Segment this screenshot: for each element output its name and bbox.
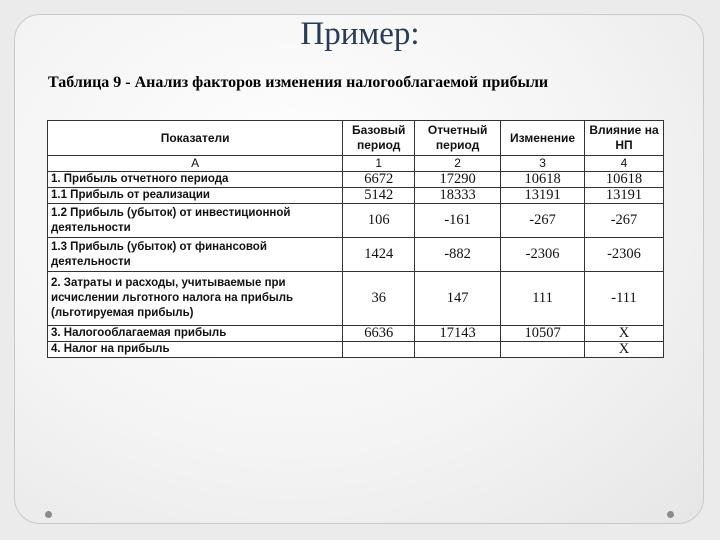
index-cell: 4 bbox=[585, 156, 664, 172]
cell-report: 17290 bbox=[415, 172, 501, 188]
row-label: 4. Налог на прибыль bbox=[48, 342, 343, 358]
index-cell: А bbox=[48, 156, 343, 172]
cell-report: -882 bbox=[415, 238, 501, 272]
table-row bbox=[48, 204, 664, 238]
row-label: 2. Затраты и расходы, учитываемые при исчислении льготного налога на прибыль (льготируемая прибыль) bbox=[48, 272, 343, 326]
index-cell: 3 bbox=[501, 156, 585, 172]
cell-base: 1424 bbox=[343, 238, 415, 272]
row-label: 1.1 Прибыль от реализации bbox=[48, 188, 343, 204]
cell-change: 111 bbox=[501, 272, 585, 326]
factors-table bbox=[47, 120, 664, 358]
cell-change: 10507 bbox=[501, 326, 585, 342]
cell-impact: -111 bbox=[585, 272, 664, 326]
row-label: 1.2 Прибыль (убыток) от инвестиционной деятельности bbox=[48, 204, 343, 238]
cell-base: 106 bbox=[343, 204, 415, 238]
table-row bbox=[48, 272, 664, 326]
table-row bbox=[48, 172, 664, 188]
table-row bbox=[48, 238, 664, 272]
cell-impact: Х bbox=[585, 342, 664, 358]
table-index-row bbox=[48, 156, 664, 172]
cell-impact: -267 bbox=[585, 204, 664, 238]
cell-base: 36 bbox=[343, 272, 415, 326]
cell-base bbox=[343, 342, 415, 358]
cell-impact: Х bbox=[585, 326, 664, 342]
slide-title: Пример: bbox=[300, 16, 420, 52]
cell-base: 6672 bbox=[343, 172, 415, 188]
table-caption: Таблица 9 - Анализ факторов изменения налогооблагаемой прибыли bbox=[48, 74, 549, 91]
corner-dot-right bbox=[667, 511, 674, 518]
cell-impact: -2306 bbox=[585, 238, 664, 272]
header-indicators: Показатели bbox=[48, 121, 343, 156]
cell-impact: 10618 bbox=[585, 172, 664, 188]
index-cell: 2 bbox=[415, 156, 501, 172]
corner-dot-left bbox=[45, 511, 52, 518]
cell-report bbox=[415, 342, 501, 358]
header-impact: Влияние на НП bbox=[585, 121, 664, 156]
cell-report: -161 bbox=[415, 204, 501, 238]
cell-change: 13191 bbox=[501, 188, 585, 204]
table-header-row bbox=[48, 121, 664, 156]
cell-base: 5142 bbox=[343, 188, 415, 204]
header-base-period: Базовый период bbox=[343, 121, 415, 156]
row-label: 3. Налогооблагаемая прибыль bbox=[48, 326, 343, 342]
table-row bbox=[48, 326, 664, 342]
header-report-period: Отчетный период bbox=[415, 121, 501, 156]
cell-impact: 13191 bbox=[585, 188, 664, 204]
cell-report: 17143 bbox=[415, 326, 501, 342]
table-row bbox=[48, 342, 664, 358]
index-cell: 1 bbox=[343, 156, 415, 172]
cell-change: 10618 bbox=[501, 172, 585, 188]
row-label: 1.3 Прибыль (убыток) от финансовой деятельности bbox=[48, 238, 343, 272]
cell-change: -2306 bbox=[501, 238, 585, 272]
cell-base: 6636 bbox=[343, 326, 415, 342]
cell-report: 147 bbox=[415, 272, 501, 326]
table-row bbox=[48, 188, 664, 204]
cell-change: -267 bbox=[501, 204, 585, 238]
header-change: Изменение bbox=[501, 121, 585, 156]
cell-change bbox=[501, 342, 585, 358]
row-label: 1. Прибыль отчетного периода bbox=[48, 172, 343, 188]
cell-report: 18333 bbox=[415, 188, 501, 204]
